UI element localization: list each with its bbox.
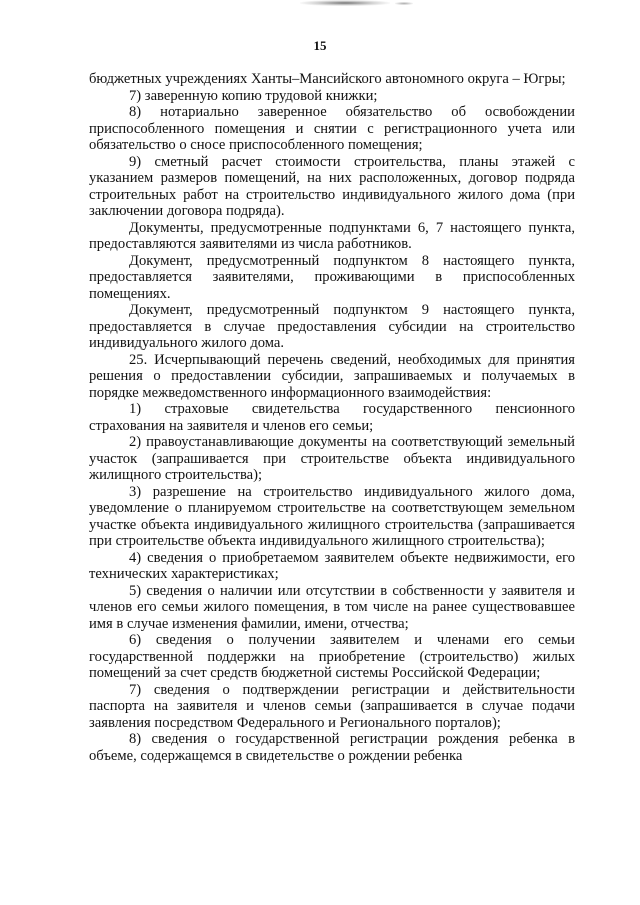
paragraph: 5) сведения о наличии или отсутствии в собственности у заявителя и членов его семьи жилого помещения, в том числе на ранее существовавшее имя в случае изменения фамилии, имени, отчества; <box>89 582 575 632</box>
paragraph: 8) нотариально заверенное обязательство об освобождении приспособленного помещения и снятии с регистрационного учета или обязательство о сносе приспособленного помещения; <box>89 104 575 153</box>
paragraph: бюджетных учреждениях Ханты–Мансийского автономного округа – Югры; <box>89 71 566 87</box>
paragraph: 25. Исчерпывающий перечень сведений, необходимых для принятия решения о предоставлении субсидии, запрашиваемых и получаемых в порядке межведомственного информационного взаимодействия: <box>89 351 575 401</box>
paragraph: Документ, предусмотренный подпунктом 9 настоящего пункта, предоставляется в случае предоставления субсидии на строительство индивидуального жилого дома. <box>89 302 575 351</box>
paragraph: 7) сведения о подтверждении регистрации и действительности паспорта на заявителя и членов семьи (запрашивается в случае подачи заявления посредством Федерального и Регионального порталов); <box>89 681 575 731</box>
paragraph: 2) правоустанавливающие документы на соответствующий земельный участок (запрашивается при строительстве объекта индивидуального жилищного строительства); <box>89 434 575 483</box>
paragraph: 7) заверенную копию трудовой книжки; <box>129 87 378 104</box>
scan-artifact-small <box>395 2 413 5</box>
paragraph: 1) страховые свидетельства государственного пенсионного страхования на заявителя и членов его семьи; <box>89 401 575 434</box>
paragraph: Документ, предусмотренный подпунктом 8 настоящего пункта, предоставляется заявителями, проживающими в приспособленных помещениях. <box>89 252 575 302</box>
paragraph: 4) сведения о приобретаемом заявителем объекте недвижимости, его технических характеристиках; <box>89 549 575 582</box>
document-body <box>89 71 575 764</box>
paragraph: 6) сведения о получении заявителем и членами его семьи государственной поддержки на приобретение (строительство) жилых помещений за счет средств бюджетной системы Российской Федерации; <box>89 632 575 681</box>
page-number: 15 <box>313 38 327 53</box>
paragraph: 3) разрешение на строительство индивидуального жилого дома, уведомление о планируемом строительстве на соответствующем земельном участке объекта индивидуального жилищного строительства (запрашивается при строительстве объекта индивидуального жилищного строительства); <box>89 483 575 549</box>
paragraph: 9) сметный расчет стоимости строительства, планы этажей с указанием размеров помещений, на них расположенных, договор подряда строительных работ на строительство индивидуального жилого дома (при заключении договора подряда). <box>89 153 575 219</box>
paragraph: 8) сведения о государственной регистрации рождения ребенка в объеме, содержащемся в свидетельстве о рождении ребенка <box>89 731 575 764</box>
paragraph: Документы, предусмотренные подпунктами 6, 7 настоящего пункта, предоставляются заявителями из числа работников. <box>89 219 575 252</box>
scan-artifact <box>300 0 390 6</box>
